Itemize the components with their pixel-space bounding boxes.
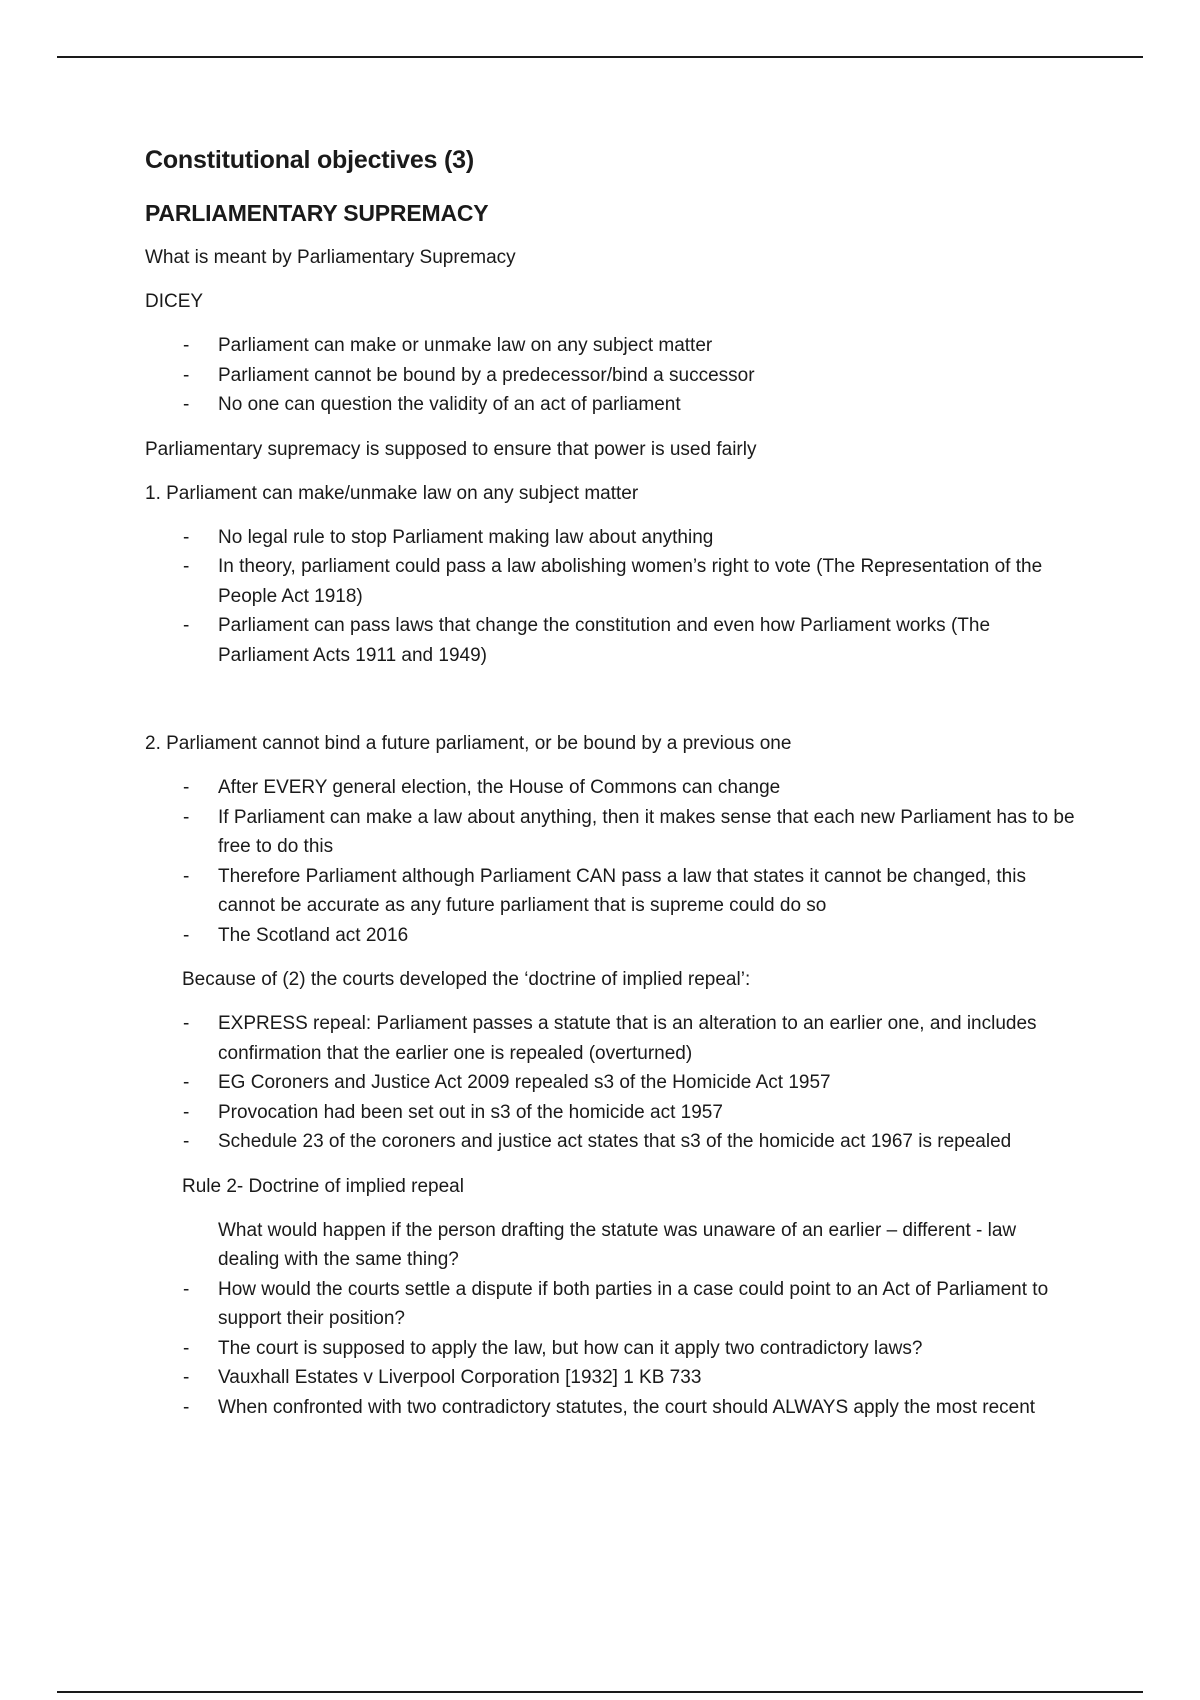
list-item: - EG Coroners and Justice Act 2009 repealed s3 of the Homicide Act 1957	[145, 1068, 1075, 1098]
dicey-label: DICEY	[145, 291, 204, 312]
top-rule	[57, 56, 1143, 58]
list-item: - In theory, parliament could pass a law abolishing women’s right to vote (The Representation of the People Act 1918)	[145, 552, 1075, 611]
document-title: Constitutional objectives (3)	[145, 146, 474, 174]
list-item: - Therefore Parliament although Parliament CAN pass a law that states it cannot be changed, this cannot be accurate as any future parliament that is supreme could do so	[145, 862, 1075, 921]
list-item: - No one can question the validity of an act of parliament	[145, 390, 1075, 420]
list-item: - The court is supposed to apply the law, but how can it apply two contradictory laws?	[145, 1334, 1075, 1364]
bottom-rule	[57, 1691, 1143, 1693]
rule2-list	[145, 1216, 1075, 1423]
section-title: PARLIAMENTARY SUPREMACY	[145, 200, 489, 226]
section2-heading: 2. Parliament cannot bind a future parliament, or be bound by a previous one	[145, 733, 792, 754]
list-item: - If Parliament can make a law about anything, then it makes sense that each new Parliament has to be free to do this	[145, 803, 1075, 862]
intro-line: What is meant by Parliamentary Supremacy	[145, 247, 516, 268]
list-item: - Schedule 23 of the coroners and justice act states that s3 of the homicide act 1967 is repealed	[145, 1127, 1075, 1157]
list-item: - Parliament cannot be bound by a predecessor/bind a successor	[145, 361, 1075, 391]
list-item: - EXPRESS repeal: Parliament passes a statute that is an alteration to an earlier one, and includes confirmation that the earlier one is repealed (overturned)	[145, 1009, 1075, 1068]
section2-list	[145, 773, 1075, 950]
rule2-heading: Rule 2- Doctrine of implied repeal	[182, 1175, 464, 1197]
implied-repeal-list	[145, 1009, 1075, 1157]
list-item: - Parliament can pass laws that change the constitution and even how Parliament works (The Parliament Acts 1911 and 1949)	[145, 611, 1075, 670]
fairness-line: Parliamentary supremacy is supposed to ensure that power is used fairly	[145, 438, 757, 460]
section1-list	[145, 523, 1075, 671]
list-item: - The Scotland act 2016	[145, 921, 1075, 951]
list-item: - Provocation had been set out in s3 of the homicide act 1957	[145, 1098, 1075, 1128]
list-item: - Parliament can make or unmake law on any subject matter	[145, 331, 1075, 361]
spacer	[145, 685, 1075, 729]
list-item: - Vauxhall Estates v Liverpool Corporation [1932] 1 KB 733	[145, 1363, 1075, 1393]
rule2-question: What would happen if the person drafting the statute was unaware of an earlier – different - law dealing with the same thing?	[218, 1219, 1017, 1270]
list-item: - When confronted with two contradictory statutes, the court should ALWAYS apply the most recent	[145, 1393, 1075, 1423]
list-item: - After EVERY general election, the House of Commons can change	[145, 773, 1075, 803]
implied-repeal-intro: Because of (2) the courts developed the ‘doctrine of implied repeal’:	[182, 969, 751, 990]
dicey-list	[145, 331, 1075, 420]
section1-heading: 1. Parliament can make/unmake law on any subject matter	[145, 482, 639, 504]
list-item: - No legal rule to stop Parliament making law about anything	[145, 523, 1075, 553]
document-body	[145, 143, 1075, 1437]
list-item: - How would the courts settle a dispute if both parties in a case could point to an Act of Parliament to support their position?	[145, 1275, 1075, 1334]
